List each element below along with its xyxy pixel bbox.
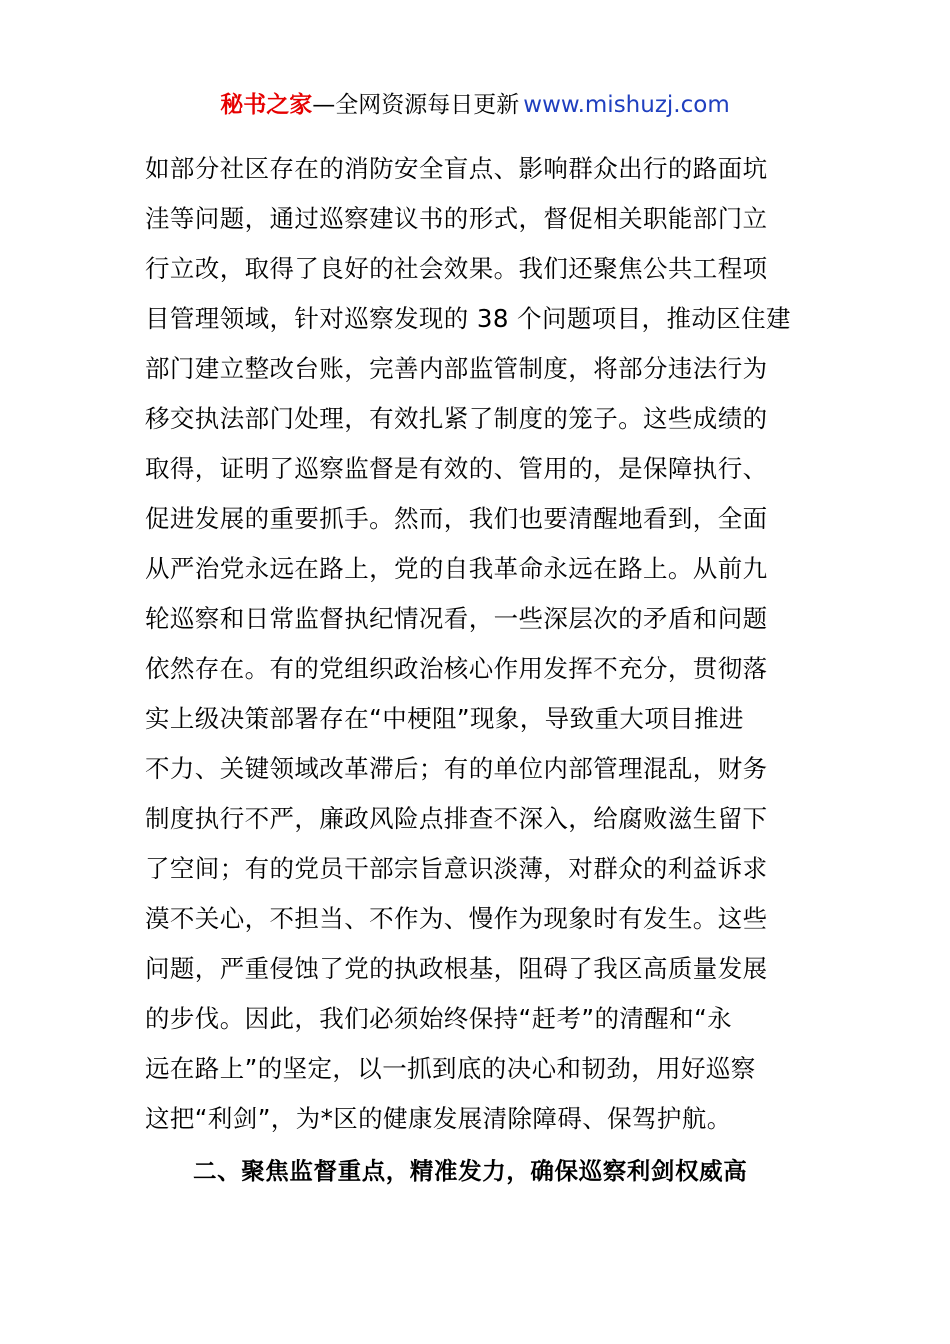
paragraph-line: 洼等问题，通过巡察建议书的形式，督促相关职能部门立 <box>145 204 768 233</box>
paragraph-line: 远在路上”的坚定，以一抓到底的决心和韧劲，用好巡察 <box>145 1054 756 1083</box>
paragraph-line: 部门建立整改台账，完善内部监管制度，将部分违法行为 <box>145 354 768 383</box>
paragraph-line: 这把“利剑”，为*区的健康发展清除障碍、保驾护航。 <box>145 1104 732 1133</box>
paragraph-line: 漠不关心，不担当、不作为、慢作为现象时有发生。这些 <box>145 904 768 933</box>
header-slogan: —全网资源每日更新 <box>312 92 520 118</box>
paragraph-line: 取得，证明了巡察监督是有效的、管用的，是保障执行、 <box>145 454 768 483</box>
paragraph-line: 制度执行不严，廉政风险点排查不深入，给腐败滋生留下 <box>145 804 768 833</box>
brand-name: 秘书之家 <box>220 92 313 118</box>
paragraph-line: 目管理领域，针对巡察发现的 38 个问题项目，推动区住建 <box>145 304 791 333</box>
paragraph-line: 问题，严重侵蚀了党的执政根基，阻碍了我区高质量发展 <box>145 954 768 983</box>
paragraph-line: 移交执法部门处理，有效扎紧了制度的笼子。这些成绩的 <box>145 404 768 433</box>
paragraph-line: 不力、关键领域改革滞后；有的单位内部管理混乱，财务 <box>145 754 768 783</box>
document-body <box>145 144 807 1196</box>
page-header <box>0 88 950 122</box>
paragraph-line: 促进发展的重要抓手。然而，我们也要清醒地看到，全面 <box>145 504 768 533</box>
paragraph-line: 轮巡察和日常监督执纪情况看，一些深层次的矛盾和问题 <box>145 604 768 633</box>
paragraph-line: 依然存在。有的党组织政治核心作用发挥不充分，贯彻落 <box>145 654 768 683</box>
website-link[interactable]: www.mishuzj.com <box>523 92 730 118</box>
paragraph-line: 如部分社区存在的消防安全盲点、影响群众出行的路面坑 <box>145 154 768 183</box>
paragraph-line: 从严治党永远在路上，党的自我革命永远在路上。从前九 <box>145 554 768 583</box>
paragraph-line: 实上级决策部署存在“中梗阻”现象，导致重大项目推进 <box>145 704 744 733</box>
paragraph-line: 的步伐。因此，我们必须始终保持“赶考”的清醒和“永 <box>145 1004 733 1033</box>
paragraph-line: 行立改，取得了良好的社会效果。我们还聚焦公共工程项 <box>145 254 768 283</box>
paragraph-line: 了空间；有的党员干部宗旨意识淡薄，对群众的利益诉求 <box>145 854 768 883</box>
section-heading: 二、聚焦监督重点，精准发力，确保巡察利剑权威高 <box>193 1157 748 1185</box>
